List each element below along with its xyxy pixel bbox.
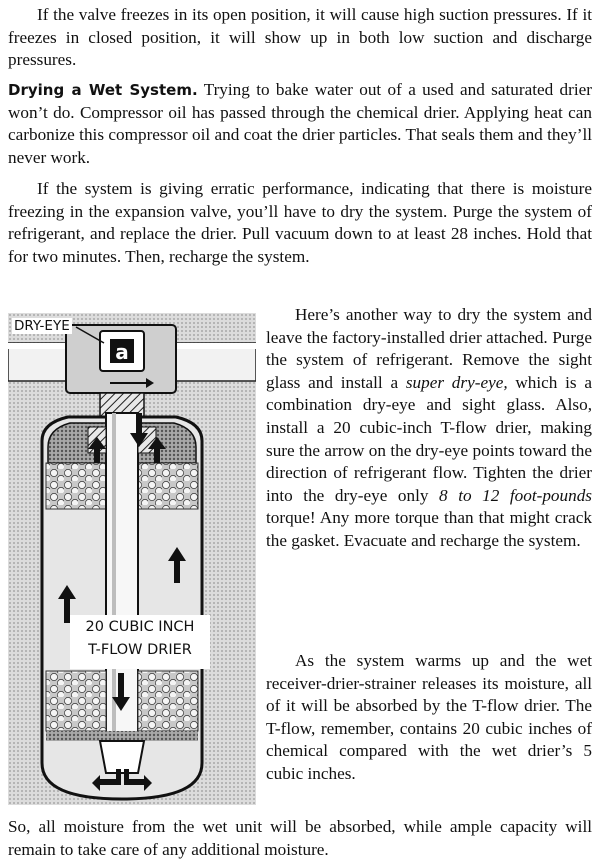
- logo-mark: a: [115, 340, 129, 364]
- paragraph-erratic-performance: If the system is giving erratic performance, indicating that there is moisture freezing in the expansion valve, you’ll have to dry the system. Purge the system of refrigerant, and replace the drier. Pull vacuum down to at least 28 inches. Hold that for two minutes. Then, recharge the system.: [8, 179, 592, 266]
- outlet-fitting: [100, 741, 144, 773]
- text-segment: Here’s another way to dry the system and leave the factory-installed drier attached. Purge the system of refrigerant. Remove the sight glass and install a: [266, 305, 592, 392]
- paragraph-drying-body: Trying to bake water out of a used and saturated drier won’t do. Compressor oil has passed through the chemical drier. Applying heat can carbonize this compressor oil and coat the drier particles. That seals them and they’ll never work.: [8, 80, 592, 167]
- text-segment: torque! Any more torque than that might crack the gasket. Evacuate and recharge the system.: [266, 508, 592, 550]
- dry-eye-label: DRY-EYE: [14, 318, 70, 334]
- emphasis-torque: 8 to 12 foot-pounds: [439, 485, 592, 505]
- center-tube: [106, 413, 138, 763]
- paragraph-valve-freeze: If the valve freezes in its open position, it will cause high suction pressures. If it freezes in closed position, it will show up in both low suction and discharge pressures.: [8, 5, 592, 70]
- paragraph-another-way: [266, 304, 592, 553]
- section-heading: Drying a Wet System.: [8, 81, 198, 99]
- drier-caption: [70, 615, 210, 669]
- drier-caption-line2: T-FLOW DRIER: [88, 642, 192, 658]
- lower-desiccant-right: [138, 671, 198, 731]
- drier-drawing: [8, 313, 256, 805]
- lower-desiccant-left: [46, 671, 106, 731]
- paragraph-conclusion: So, all moisture from the wet unit will be absorbed, while ample capacity will remain to take care of any additional moisture.: [8, 817, 592, 859]
- emphasis-super-dry-eye: super dry-eye,: [405, 372, 508, 392]
- text-segment: which is a combination dry-eye and sight glass. Also, install a 20 cubic-inch T-flow drier, making sure the arrow on the dry-eye points toward the direction of refrigerant flow. Tighten the drier into the dry-eye only: [266, 372, 592, 505]
- paragraph-drying-wet-system: [8, 79, 592, 169]
- paragraph-system-warms: As the system warms up and the wet receiver-drier-strainer releases its moisture, all of it will be absorbed by the T-flow drier. The T-flow, remember, contains 20 cubic inches of chemical compared with the wet drier’s 5 cubic inches.: [266, 651, 592, 783]
- drier-caption-line1: 20 CUBIC INCH: [85, 619, 195, 635]
- t-flow-drier-illustration: [8, 313, 256, 805]
